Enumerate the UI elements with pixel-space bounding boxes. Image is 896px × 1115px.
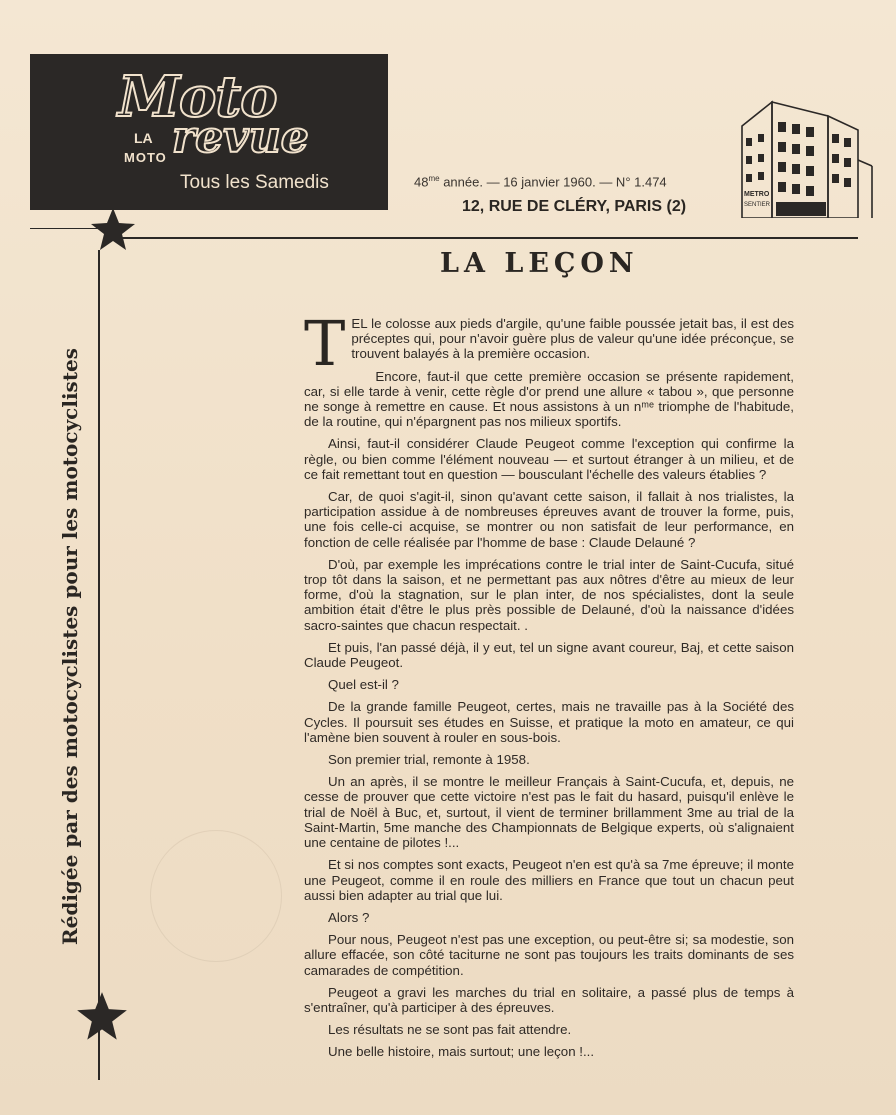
masthead: [30, 54, 388, 210]
first-paragraph-text: EL le colosse aux pieds d'argile, qu'une faible poussée jetait bas, il est des préceptes qui, pour n'avoir guère plus de valeur qu'une idée préconçue, se trouvent balayés à la première occasion.: [351, 316, 794, 362]
header-rule: [114, 237, 858, 239]
sidebar-rule: [98, 250, 100, 1080]
article-paragraph: Car, de quoi s'agit-il, sinon qu'avant cette saison, il fallait à nos trialistes, la participation assidue à de nombreuses épreuves avant de trouver la forme, puis, une fois celle-ci acquise, se montrer ou non satisfait de leur performance, en fonction de celle réalisée par l'homme de base : Claude Delauné ?: [304, 489, 794, 550]
masthead-moto-small: MOTO: [124, 150, 167, 165]
article-paragraph: Les résultats ne se sont pas fait attendre.: [328, 1022, 572, 1038]
issue-info: [414, 174, 667, 189]
article-paragraph-first: [304, 307, 794, 380]
publisher-address: 12, RUE DE CLÉRY, PARIS (2): [462, 198, 687, 215]
article-paragraph: Son premier trial, remonte à 1958.: [328, 752, 530, 768]
article-paragraph: Alors ?: [328, 909, 370, 925]
star-ornament-bottom: [76, 992, 128, 1042]
faint-show-through: [150, 830, 282, 962]
building-sign-metro: METRO: [744, 191, 770, 198]
star-ornament-top: [90, 208, 136, 252]
article-paragraph: De la grande famille Peugeot, certes, mais ne travaille pas à la Société des Cycles. Il poursuit ses études en Suisse, et pratique la moto en amateur, ce qui l'amène bien souvent à rouler en sous-bois.: [304, 699, 794, 745]
masthead-tagline: Tous les Samedis: [180, 172, 329, 193]
article-paragraph: Un an après, il se montre le meilleur Français à Saint-Cucufa, et, depuis, ne cesse de prouver que cette victoire n'est pas le fait du hasard, puisqu'il enlève le trial de Noël à Buc, et, surtout, il vient de terminer brillamment 3me au trial de la Saint-Martin, 5me manche des Championnats de Belgique experts, où s'alignaient une centaine de pilotes !...: [304, 774, 794, 851]
article-paragraph: Ainsi, faut-il considérer Claude Peugeot comme l'exception qui confirme la règle, ou bien comme l'élément nouveau — et surtout étranger à un milieu, et de ce fait remettant tout en question — bousculant l'échelle des valeurs établies ?: [304, 436, 794, 482]
article-paragraph: D'où, par exemple les imprécations contre le trial inter de Saint-Cucufa, situé trop tôt dans la saison, et ne permettant pas aux nôtres d'être au mieux de leur forme, d'où la stagnation, sur le plan inter, de nos spécialistes, dont la seule ambition était d'être le plus près possible de Delauné, d'où la naissance d'idées sacro-saintes que chacun respectait. .: [304, 556, 794, 633]
article-paragraph: Peugeot a gravi les marches du trial en solitaire, a passé plus de temps à s'entraîner, qu'à participer à des épreuves.: [304, 984, 794, 1015]
issue-date-number: année. — 16 janvier 1960. — N° 1.474: [439, 174, 667, 190]
article-body: [304, 307, 794, 1067]
building-illustration: [732, 100, 876, 218]
building-sign-sentier: SENTIER: [744, 202, 771, 208]
issue-year: 48: [414, 174, 429, 190]
article-paragraph: Une belle histoire, mais surtout; une leçon !...: [328, 1044, 595, 1060]
masthead-moto-logo: Moto: [118, 64, 277, 130]
masthead-revue-logo: revue: [172, 112, 309, 163]
masthead-la: LA: [134, 130, 153, 146]
sidebar-slogan: Rédigée par des motocyclistes pour les motocyclistes: [58, 347, 82, 945]
article-paragraph: Quel est-il ?: [328, 677, 399, 693]
article-paragraph: Encore, faut-il que cette première occasion se présente rapidement, car, si elle tarde à venir, cette règle d'or prend une allure « tabou », que personne ne songe à remettre en cause. Et nous assistons à un nᵐᵉ triomphe de l'habitude, de la routine, qui n'épargnent pas nos milieux sportifs.: [304, 368, 794, 430]
issue-year-suffix: me: [428, 174, 440, 183]
drop-cap: T: [304, 307, 346, 380]
article-paragraph: Et puis, l'an passé déjà, il y eut, tel un signe avant coureur, Baj, et cette saison Claude Peugeot.: [304, 639, 794, 671]
article-title: LA LEÇON: [440, 248, 639, 279]
article-paragraph: Et si nos comptes sont exacts, Peugeot n'en est qu'à sa 7me épreuve; il monte une Peugeot, comme il en roule des milliers en France que tout un chacun peut aussi bien adapter au trial que lui.: [304, 857, 794, 903]
article-paragraph: Pour nous, Peugeot n'est pas une exception, ou peut-être si; sa modestie, son allure effacée, son côté taciturne ne sont pas toujours les traits dominants de ses camarades de compétition.: [304, 932, 794, 978]
